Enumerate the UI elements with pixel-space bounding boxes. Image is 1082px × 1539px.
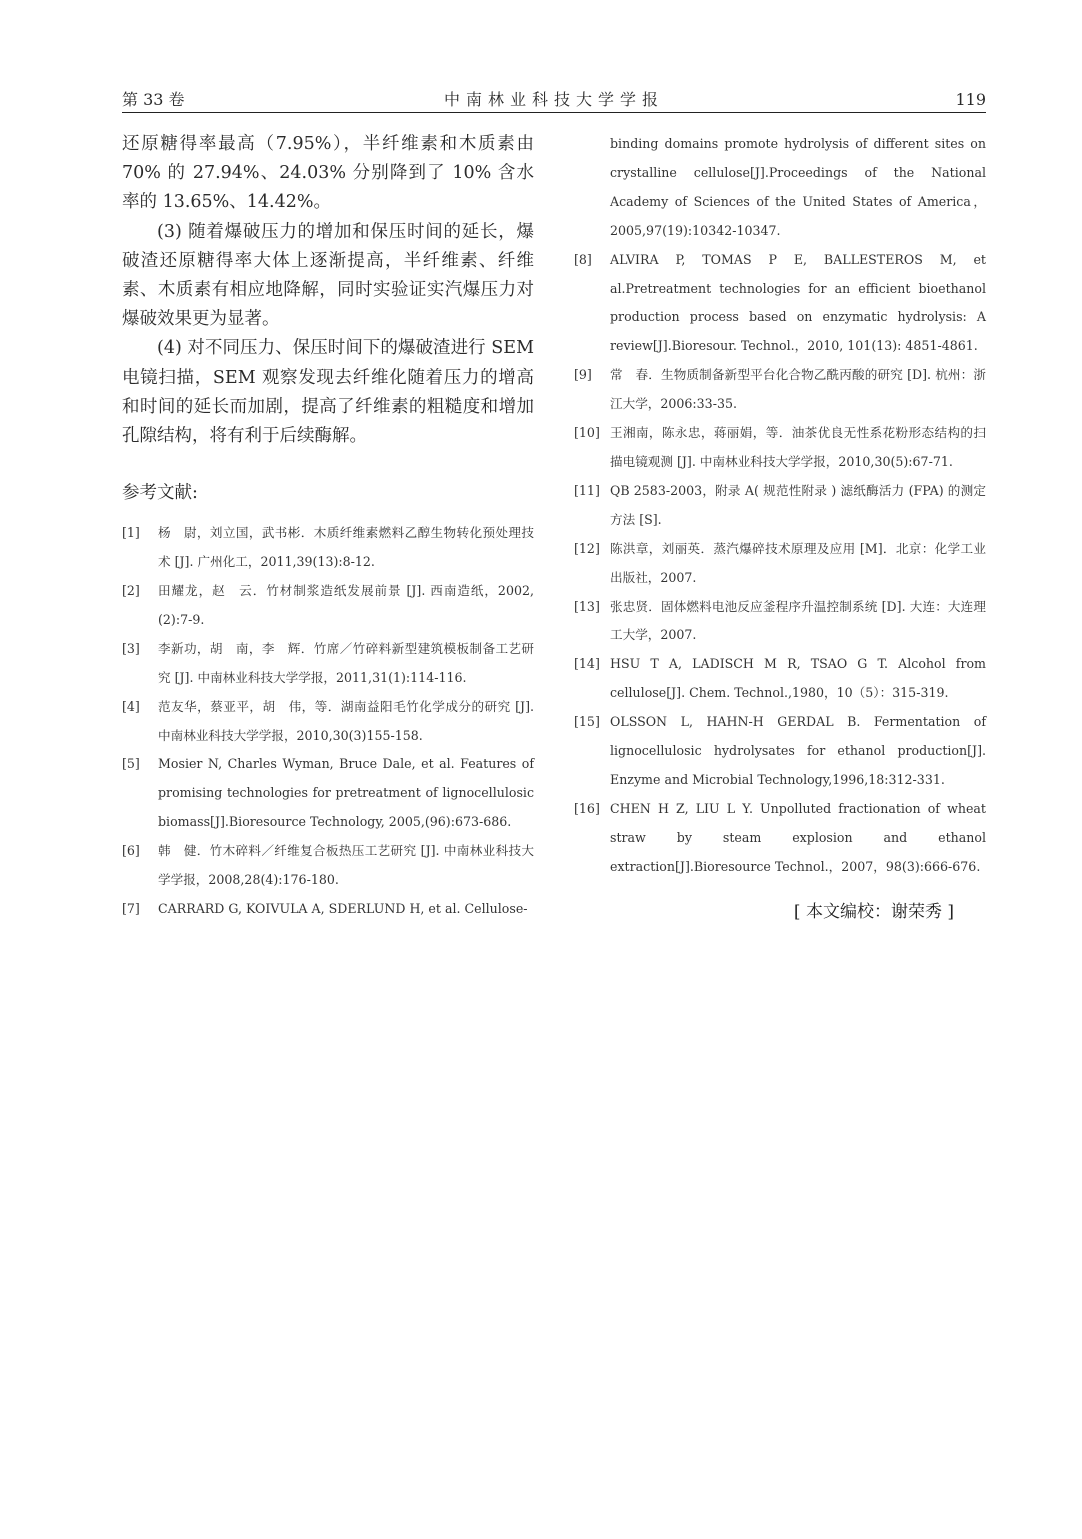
reference-text: Mosier N, Charles Wyman, Bruce Dale, et al. Features of promising technologies for pretreatment of lignocellulosic biomass[J].Bioresource Technology, 2005,(96):673-686.: [158, 756, 534, 830]
volume-label: 第 33 卷: [122, 90, 185, 109]
reference-item: [574, 361, 986, 419]
reference-item: [574, 708, 986, 795]
reference-text: ALVIRA P, TOMAS P E, BALLESTEROS M, et al.Pretreatment technologies for an efficient bioethanol production process based on enzymatic hydrolysis: A review[J].Bioresour. Technol.，2010, 101(13): 4851-4861.: [610, 251, 986, 354]
paragraph: 还原糖得率最高（7.95%），半纤维素和木质素由 70% 的 27.94%、24.03% 分别降到了 10% 含水率的 13.65%、14.42%。: [122, 134, 534, 213]
reference-item: [574, 246, 986, 362]
reference-number: [5]: [122, 756, 140, 772]
reference-number: [6]: [122, 843, 140, 859]
reference-item: [122, 895, 534, 924]
reference-text: 张忠贤．固体燃料电池反应釜程序升温控制系统 [D]. 大连：大连理工大学，2007.: [610, 598, 986, 643]
journal-name: 中南林业科技大学学报: [443, 90, 664, 109]
reference-text: 李新功，胡 南，李 辉．竹席／竹碎料新型建筑模板制备工艺研究 [J]. 中南林业科技大学学报，2011,31(1):114-116.: [158, 640, 534, 685]
reference-text: QB 2583-2003，附录 A( 规范性附录 ) 滤纸酶活力 (FPA) 的测定方法 [S].: [610, 482, 986, 527]
reference-text: OLSSON L, HAHN-H GERDAL B. Fermentation of lignocellulosic hydrolysates for ethanol production[J]. Enzyme and Microbial Technology,1996,18:312-331.: [610, 714, 986, 787]
reference-number: [8]: [574, 251, 592, 267]
references-title: 参考文献:: [122, 483, 198, 504]
reference-item: [122, 577, 534, 635]
reference-number: [12]: [574, 540, 600, 556]
left-column: [122, 130, 534, 924]
reference-item: [122, 837, 534, 895]
reference-text: CHEN H Z, LIU L Y. Unpolluted fractionation of wheat straw by steam explosion and ethanol extraction[J].Bioresource Technol.，2007，98(3):666-676.: [610, 800, 986, 874]
reference-text: CARRARD G, KOIVULA A, SDERLUND H, et al. Cellulose-: [158, 901, 528, 917]
reference-text: 田耀龙，赵 云．竹材制浆造纸发展前景 [J]. 西南造纸，2002,(2):7-9.: [158, 583, 534, 627]
reference-number: [11]: [574, 482, 600, 498]
paragraph: (4) 对不同压力、保压时间下的爆破渣进行 SEM 电镜扫描，SEM 观察发现去纤维化随着压力的增高和时间的延长而加剧，提高了纤维素的粗糙度和增加孔隙结构，将有利于后续酶解。: [122, 338, 534, 447]
reference-item: [574, 795, 986, 882]
reference-item: [574, 593, 986, 651]
reference-text: 常 春．生物质制备新型平台化合物乙酰丙酸的研究 [D]. 杭州：浙江大学，2006:33-35.: [610, 367, 986, 412]
reference-number: [13]: [574, 598, 600, 614]
reference-list-left: [122, 519, 534, 924]
paragraph: (3) 随着爆破压力的增加和保压时间的延长，爆破渣还原糖得率大体上逐渐提高，半纤维素、纤维素、木质素有相应地降解，同时实验证实汽爆压力对爆破效果更为显著。: [122, 221, 534, 330]
reference-number: [16]: [574, 800, 600, 816]
page-number: 119: [955, 90, 986, 109]
reference-text: 范友华，蔡亚平，胡 伟，等．湖南益阳毛竹化学成分的研究 [J]. 中南林业科技大学学报，2010,30(3)155-158.: [158, 698, 534, 743]
reference-text: HSU T A, LADISCH M R, TSAO G T. Alcohol from cellulose[J]. Chem. Technol.,1980，10（5）：315-319.: [610, 656, 986, 701]
reference-text: 韩 健．竹木碎料／纤维复合板热压工艺研究 [J]. 中南林业科技大学学报，2008,28(4):176-180.: [158, 843, 534, 888]
reference-number: [4]: [122, 698, 140, 714]
reference-item: [574, 650, 986, 708]
reference-item: [122, 519, 534, 577]
body-text: [122, 130, 534, 451]
reference-number: [15]: [574, 714, 600, 730]
reference-item: [574, 535, 986, 593]
reference-number: [14]: [574, 656, 600, 672]
running-header: [122, 90, 986, 113]
reference-item: [122, 635, 534, 693]
reference-item: [574, 419, 986, 477]
right-column: [574, 130, 986, 882]
reference-number: [10]: [574, 425, 600, 441]
reference-continuation: [574, 130, 986, 246]
reference-text: binding domains promote hydrolysis of different sites on crystalline cellulose[J].Proceedings of the National Academy of Sciences of the United States of America，2005,97(19):10342-10347.: [610, 136, 986, 238]
reference-item: [122, 693, 534, 751]
reference-number: [2]: [122, 583, 140, 599]
reference-item: [122, 750, 534, 837]
reference-text: 杨 尉，刘立国，武书彬．木质纤维素燃料乙醇生物转化预处理技术 [J]. 广州化工，2011,39(13):8-12.: [158, 525, 534, 570]
reference-number: [3]: [122, 640, 140, 656]
reference-text: 陈洪章，刘丽英．蒸汽爆碎技术原理及应用 [M]．北京：化学工业出版社，2007.: [610, 540, 986, 585]
reference-text: 王湘南，陈永忠，蒋丽娟，等．油茶优良无性系花粉形态结构的扫描电镜观测 [J]. 中南林业科技大学学报，2010,30(5):67-71.: [610, 425, 986, 469]
reference-number: [7]: [122, 901, 140, 917]
reference-number: [1]: [122, 525, 140, 541]
reference-item: [574, 477, 986, 535]
editor-note: [ 本文编校：谢荣秀 ]: [793, 902, 954, 922]
reference-number: [9]: [574, 367, 592, 383]
